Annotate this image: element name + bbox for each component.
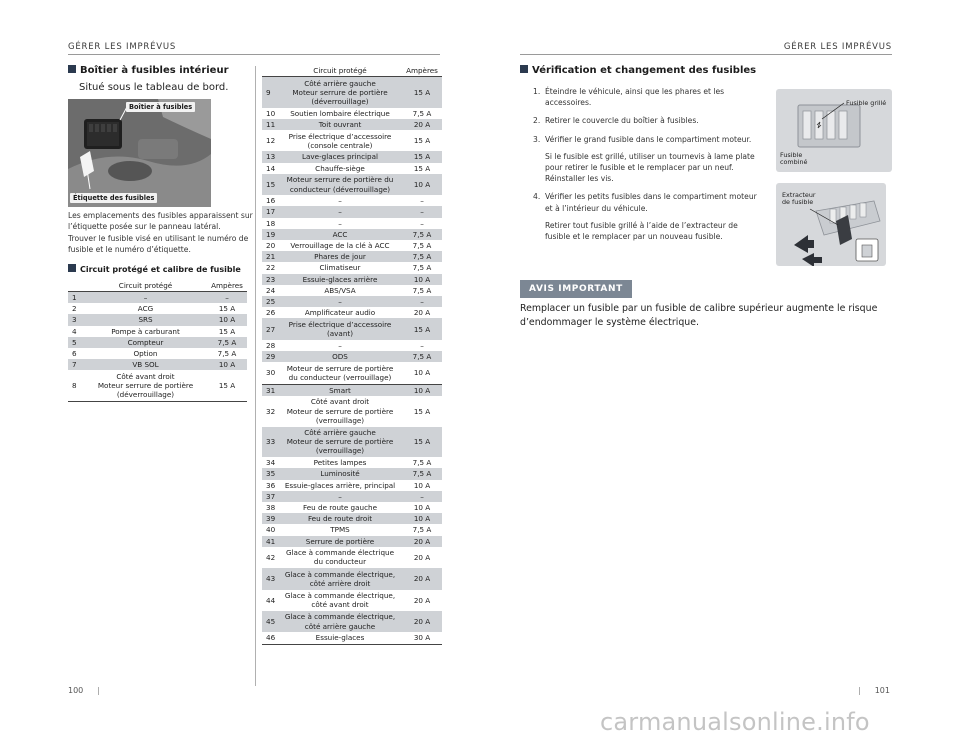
fuse-number: 19 [262, 229, 278, 240]
table-header-row [68, 280, 247, 292]
fuse-label-callout: Étiquette des fusibles [70, 193, 157, 203]
fuse-amperes: 7,5 A [412, 285, 432, 295]
fuse-number: 2 [72, 304, 77, 314]
fuse-number: 42 [266, 552, 276, 562]
fuse-number: 29 [262, 351, 278, 362]
table-row [262, 251, 442, 262]
fuse-number: 17 [262, 206, 278, 217]
fuse-circuit: Petites lampes [313, 458, 367, 468]
important-notice-text [520, 302, 877, 329]
fuse-circuit: Moteur de serrure de portière du conducteur (verrouillage) [286, 363, 394, 382]
table-row [262, 307, 442, 318]
fuse-circuit: Glace à commande électrique, côté arrière droit [278, 568, 402, 589]
fuse-circuit: Essuie-glaces [278, 632, 402, 644]
fuse-amperes: 10 A [402, 174, 442, 195]
table-row [262, 340, 442, 351]
table-title-text: Circuit protégé et calibre de fusible [80, 265, 241, 274]
table-row [68, 348, 247, 359]
table-row [262, 108, 442, 119]
table-row [262, 206, 442, 217]
fuse-circuit: SRS [84, 314, 207, 325]
fuse-amperes: 10 A [207, 359, 247, 370]
table-row [68, 292, 247, 304]
fuse-circuit: Compteur [84, 337, 207, 348]
fuse-circuit: – [278, 206, 402, 217]
fuse-circuit: Feu de route droit [278, 513, 402, 524]
step-number: 4. [533, 192, 541, 202]
fuse-number: 20 [266, 241, 276, 251]
fuse-amperes: 10 A [402, 384, 442, 396]
fuse-amperes: 15 A [413, 406, 431, 416]
page-number-right: | 101 [858, 686, 890, 695]
square-bullet-icon [68, 65, 76, 73]
col-circuit-header: Circuit protégé [84, 280, 207, 292]
table-row [262, 285, 442, 296]
description-line: l’étiquette posée sur le panneau latéral. [68, 222, 221, 232]
table-row [68, 326, 247, 337]
fuse-circuit: ABS/VSA [324, 285, 356, 295]
fuse-circuit: Glace à commande électrique du conducteur [285, 548, 394, 567]
col-number-header [68, 280, 84, 292]
fuse-number: 10 [266, 108, 276, 118]
table-row [262, 547, 442, 568]
header-rule-right [520, 54, 892, 55]
table-row [262, 130, 442, 151]
page-number-left: 100 | [68, 686, 100, 695]
fuse-circuit: Serrure de portière [278, 536, 402, 547]
fuse-circuit: Pompe à carburant [111, 326, 180, 336]
fuse-circuit: Luminosité [278, 468, 402, 479]
table-row [262, 502, 442, 513]
fuse-amperes: 15 A [413, 163, 431, 173]
fuse-number: 18 [266, 218, 276, 228]
fuse-amperes: 7,5 A [402, 251, 442, 262]
fuse-number: 35 [262, 468, 278, 479]
table-row [262, 195, 442, 206]
fuse-number: 13 [262, 151, 278, 162]
fuse-amperes: – [420, 340, 424, 350]
fuse-circuit: Essuie-glaces arrière, principal [284, 480, 396, 490]
fuse-amperes: 7,5 A [402, 229, 442, 240]
fuse-circuit: – [278, 296, 402, 307]
fuse-amperes: 30 A [402, 632, 442, 644]
table-row [68, 303, 247, 314]
fuse-amperes: 15 A [402, 151, 442, 162]
fuse-number: 21 [262, 251, 278, 262]
table-row [262, 396, 442, 427]
square-bullet-icon [520, 65, 528, 73]
fuse-number: 32 [266, 406, 276, 416]
fuse-circuit: Phares de jour [278, 251, 402, 262]
fuse-puller-label-line1: Extracteur [782, 191, 816, 199]
fuse-number: 1 [68, 292, 84, 304]
fuse-amperes: 10 A [413, 368, 431, 378]
fuse-location-description [68, 210, 253, 256]
table-row [262, 262, 442, 273]
table-row [262, 384, 442, 396]
fuse-amperes: 20 A [402, 568, 442, 589]
fuse-amperes: 20 A [402, 536, 442, 547]
fuse-number: 15 [262, 174, 278, 195]
table-row [262, 318, 442, 339]
step-detail: Retirer tout fusible grillé à l’aide de l’extracteur de fusible et le remplacer par un nouveau fusible. [545, 220, 738, 242]
fuse-circuit: Côté avant droit Moteur serrure de portière (déverrouillage) [84, 370, 207, 401]
fuse-amperes: 20 A [402, 119, 442, 130]
notice-line: Remplacer un fusible par un fusible de calibre supérieur augmente le risque [520, 303, 878, 314]
fuse-circuit: Climatiseur [319, 263, 361, 273]
fuse-number: 44 [266, 595, 276, 605]
description-line: Les emplacements des fusibles apparaissent sur [68, 211, 253, 220]
fuse-circuit: ACC [278, 229, 402, 240]
step-text: Vérifier le grand fusible dans le compartiment moteur. [545, 134, 752, 144]
fuse-number: 7 [68, 359, 84, 370]
fuse-number: 11 [262, 119, 278, 130]
fuse-amperes: 15 A [207, 370, 247, 401]
col-amperes-header: Ampères [402, 65, 442, 77]
table-row [262, 218, 442, 229]
step-item [533, 191, 763, 242]
fuse-amperes: – [420, 196, 424, 206]
table-row [262, 296, 442, 307]
fuse-circuit: Soutien lombaire électrique [290, 108, 390, 118]
fuse-amperes: 10 A [413, 480, 431, 490]
fuse-amperes: – [420, 218, 424, 228]
fuse-circuit: Moteur serrure de portière du conducteur (déverrouillage) [278, 174, 402, 195]
fuse-table-middle [262, 65, 442, 645]
fuse-table-left [68, 280, 247, 402]
fuse-amperes: – [402, 206, 442, 217]
fuse-number: 36 [266, 480, 276, 490]
fuse-circuit: Amplificateur audio [304, 308, 376, 318]
table-row [262, 229, 442, 240]
step-text: Retirer le couvercle du boîtier à fusibles. [545, 116, 699, 126]
fuse-amperes: 15 A [402, 318, 442, 339]
fuse-amperes: – [402, 296, 442, 307]
fuse-circuit: Glace à commande électrique, côté avant droit [284, 591, 396, 610]
fuse-amperes: 15 A [402, 427, 442, 458]
col-amperes-header: Ampères [207, 280, 247, 292]
table-row [262, 174, 442, 195]
procedure-steps [533, 86, 763, 249]
step-number: 3. [533, 134, 541, 144]
step-number: 1. [533, 87, 541, 96]
fuse-number: 27 [262, 318, 278, 339]
step-text: Vérifier les petits fusibles dans le compartiment moteur et à l’intérieur du véhicule. [545, 192, 757, 213]
table-row [262, 611, 442, 632]
section-title-text: Boîtier à fusibles intérieur [80, 65, 229, 76]
fuse-amperes: 7,5 A [412, 263, 432, 273]
step-number: 2. [533, 116, 541, 126]
fuse-circuit: Côté arrière gauche Moteur de serrure de portière (verrouillage) [278, 427, 402, 458]
fuse-number: 34 [266, 458, 276, 468]
page-number-text: 100 [68, 686, 84, 695]
fuse-circuit: ODS [278, 351, 402, 362]
col-number-header [262, 65, 278, 77]
fuse-amperes: – [207, 292, 247, 304]
fuse-amperes: 7,5 A [412, 108, 432, 118]
fuse-amperes: 15 A [218, 304, 236, 314]
table-row [262, 151, 442, 162]
page-number-text: 101 [874, 686, 890, 695]
fuse-number: 40 [266, 525, 276, 535]
fuse-circuit: – [338, 340, 342, 350]
fuse-number: 12 [266, 136, 276, 146]
fuse-amperes: 7,5 A [402, 351, 442, 362]
fuse-number: 9 [262, 77, 278, 108]
fuse-circuit: Lave-glaces principal [278, 151, 402, 162]
fuse-amperes: 10 A [402, 513, 442, 524]
section-title-check-fuses [520, 65, 756, 76]
combined-fuse-label-line1: Fusible [780, 151, 803, 159]
fuse-amperes: 20 A [413, 308, 431, 318]
table-title [68, 264, 241, 274]
fuse-puller-label-line2: de fusible [782, 198, 814, 206]
table-row [262, 77, 442, 108]
important-notice-badge: AVIS IMPORTANT [520, 280, 632, 298]
fuse-circuit: Côté arrière gauche Moteur serrure de portière (déverrouillage) [278, 77, 402, 108]
fuse-number: 41 [262, 536, 278, 547]
fuse-number: 3 [68, 314, 84, 325]
table-row [262, 590, 442, 611]
fuse-puller-figure [776, 183, 886, 266]
fuse-number: 5 [68, 337, 84, 348]
fuse-circuit: Prise électrique d’accessoire (avant) [278, 318, 402, 339]
fuse-box-photo [68, 99, 211, 207]
table-row [262, 632, 442, 644]
fuse-circuit: Glace à commande électrique, côté arrière gauche [278, 611, 402, 632]
fuse-number: 16 [266, 196, 276, 206]
fuse-amperes: 7,5 A [217, 349, 237, 359]
table-row [262, 536, 442, 547]
fuse-amperes: 20 A [402, 611, 442, 632]
table-row [262, 163, 442, 174]
fuse-circuit: Côté avant droit Moteur de serrure de portière (verrouillage) [286, 397, 394, 425]
fuse-amperes: 10 A [413, 502, 431, 512]
fuse-number: 28 [266, 340, 276, 350]
fuse-circuit: ACG [137, 304, 154, 314]
fuse-amperes: 10 A [402, 274, 442, 285]
fuse-amperes: 7,5 A [402, 468, 442, 479]
fuse-circuit: – [278, 491, 402, 502]
table-header-row [262, 65, 442, 77]
fuse-circuit: – [338, 218, 342, 228]
table-row [68, 337, 247, 348]
fuse-number: 33 [262, 427, 278, 458]
table-row [68, 359, 247, 370]
table-row [262, 513, 442, 524]
fuse-amperes: 7,5 A [412, 241, 432, 251]
fuse-number: 4 [72, 326, 77, 336]
location-subtitle: Situé sous le tableau de bord. [79, 82, 229, 93]
table-row [262, 274, 442, 285]
fuse-circuit: – [84, 292, 207, 304]
fuse-amperes: 15 A [402, 77, 442, 108]
square-bullet-icon [68, 264, 76, 272]
fuse-number: 24 [266, 285, 276, 295]
fuse-circuit: Toit ouvrant [278, 119, 402, 130]
column-divider [255, 66, 256, 686]
table-row [262, 240, 442, 251]
fuse-circuit: Feu de route gauche [303, 502, 377, 512]
fuse-box-callout: Boîtier à fusibles [126, 102, 195, 112]
fuse-number: 25 [262, 296, 278, 307]
fuse-amperes: 7,5 A [207, 337, 247, 348]
step-item [533, 86, 763, 108]
fuse-number: 38 [266, 502, 276, 512]
table-row [262, 351, 442, 362]
fuse-circuit: – [338, 196, 342, 206]
fuse-amperes: 7,5 A [412, 525, 432, 535]
fuse-circuit: Chauffe-siège [315, 163, 365, 173]
fuse-number: 37 [262, 491, 278, 502]
fuse-amperes: 20 A [413, 552, 431, 562]
fuse-number: 26 [266, 308, 276, 318]
fuse-amperes: 15 A [218, 326, 236, 336]
step-item [533, 115, 763, 126]
table-row [262, 524, 442, 535]
fuse-box-photo-illustration [68, 99, 211, 207]
fuse-number: 43 [262, 568, 278, 589]
table-row [68, 370, 247, 401]
table-row [262, 457, 442, 468]
fuse-number: 6 [72, 349, 77, 359]
fuse-number: 46 [262, 632, 278, 644]
fuse-number: 45 [262, 611, 278, 632]
fuse-circuit: Essuie-glaces arrière [278, 274, 402, 285]
combined-fuse-label-line2: combiné [780, 158, 808, 166]
fuse-number: 39 [262, 513, 278, 524]
fuse-amperes: 15 A [413, 136, 431, 146]
fuse-number: 8 [68, 370, 84, 401]
step-item [533, 134, 763, 185]
notice-line: d’endommager le système électrique. [520, 316, 699, 328]
table-row [262, 491, 442, 502]
table-row [262, 119, 442, 130]
table-row [68, 314, 247, 325]
step-text: Éteindre le véhicule, ainsi que les phares et les accessoires. [545, 87, 725, 108]
fuse-circuit: Verrouillage de la clé à ACC [290, 241, 390, 251]
fuse-number: 14 [266, 163, 276, 173]
fuse-circuit: VB SOL [84, 359, 207, 370]
fuse-circuit: Smart [278, 384, 402, 396]
col-circuit-header: Circuit protégé [278, 65, 402, 77]
fuse-amperes: 10 A [207, 314, 247, 325]
section-title-text: Vérification et changement des fusibles [532, 65, 757, 76]
table-row [262, 468, 442, 479]
watermark: carmanualsonline.info [600, 708, 870, 736]
blown-fuse-label: Fusible grillé [846, 99, 887, 107]
description-line: Trouver le fusible visé en utilisant le numéro de [68, 233, 249, 243]
fuse-amperes: 7,5 A [412, 458, 432, 468]
description-line: fusible et le numéro d’étiquette. [68, 245, 191, 255]
table-row [262, 362, 442, 384]
fuse-number: 31 [262, 384, 278, 396]
fuse-circuit: Option [133, 349, 158, 359]
table-row [262, 427, 442, 458]
table-row [262, 568, 442, 589]
fuse-circuit: Prise électrique d’accessoire (console centrale) [288, 131, 392, 150]
fuse-number: 23 [262, 274, 278, 285]
fuse-amperes: – [402, 491, 442, 502]
step-detail: Si le fusible est grillé, utiliser un tournevis à lame plate pour retirer le fusible et le remplacer par un neuf. Réinstaller les vis. [545, 151, 755, 184]
table-row [262, 480, 442, 491]
fuse-amperes: 20 A [413, 595, 431, 605]
fuse-number: 22 [266, 263, 276, 273]
fuse-circuit: TPMS [330, 525, 350, 535]
blown-fuse-figure [776, 89, 892, 172]
section-title-interior-fuse-box [68, 65, 229, 76]
header-rule-left [68, 54, 440, 55]
page-header-left: GÉRER LES IMPRÉVUS [68, 42, 177, 52]
page-header-right: GÉRER LES IMPRÉVUS [783, 42, 892, 52]
fuse-number: 30 [266, 368, 276, 378]
